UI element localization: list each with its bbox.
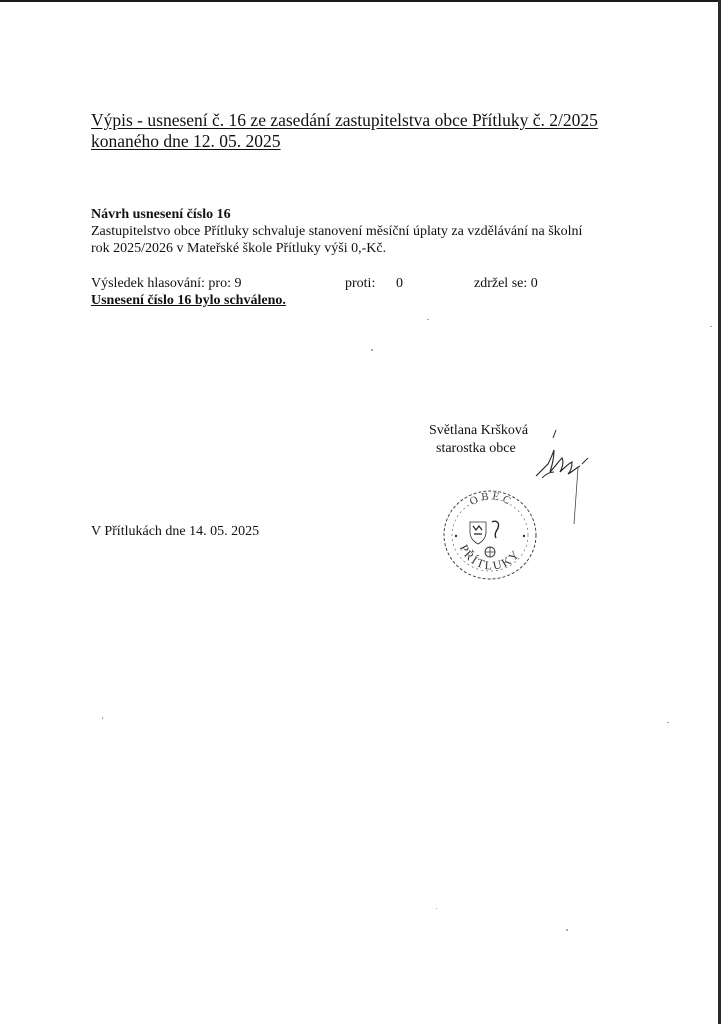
document-title-line-2: konaného dne 12. 05. 2025	[91, 131, 281, 151]
signatory-role: starostka obce	[436, 441, 516, 456]
scan-speck	[427, 319, 429, 320]
scan-speck	[710, 326, 712, 327]
svg-text:OBEC: OBEC	[467, 490, 516, 509]
resolution-result: Usnesení číslo 16 bylo schváleno.	[91, 293, 286, 308]
vote-abstain: zdržel se: 0	[474, 276, 538, 291]
scan-speck	[667, 722, 669, 723]
vote-for: Výsledek hlasování: pro: 9	[91, 276, 242, 291]
scan-speck	[371, 349, 373, 351]
place-and-date: V Přítlukách dne 14. 05. 2025	[91, 524, 260, 539]
official-seal	[440, 488, 540, 584]
scan-speck	[436, 908, 437, 909]
signatory-name: Světlana Kršková	[429, 423, 529, 438]
document-title-line-1: Výpis - usnesení č. 16 ze zasedání zastupitelstva obce Přítluky č. 2/2025	[91, 110, 598, 130]
vote-against-label: proti:	[345, 276, 376, 291]
svg-text:PŘÍTLUKY: PŘÍTLUKY	[456, 542, 524, 573]
resolution-text-line-2: rok 2025/2026 v Mateřské škole Přítluky výši 0,-Kč.	[91, 241, 387, 256]
resolution-heading: Návrh usnesení číslo 16	[91, 207, 231, 222]
resolution-text-line-1: Zastupitelstvo obce Přítluky schvaluje stanovení měsíční úplaty za vzdělávání na školní	[91, 224, 583, 239]
scan-speck	[566, 929, 568, 931]
handwritten-signature	[534, 428, 594, 528]
vote-against-value: 0	[396, 276, 403, 291]
scan-border-top	[0, 0, 721, 2]
scan-speck	[102, 717, 103, 719]
